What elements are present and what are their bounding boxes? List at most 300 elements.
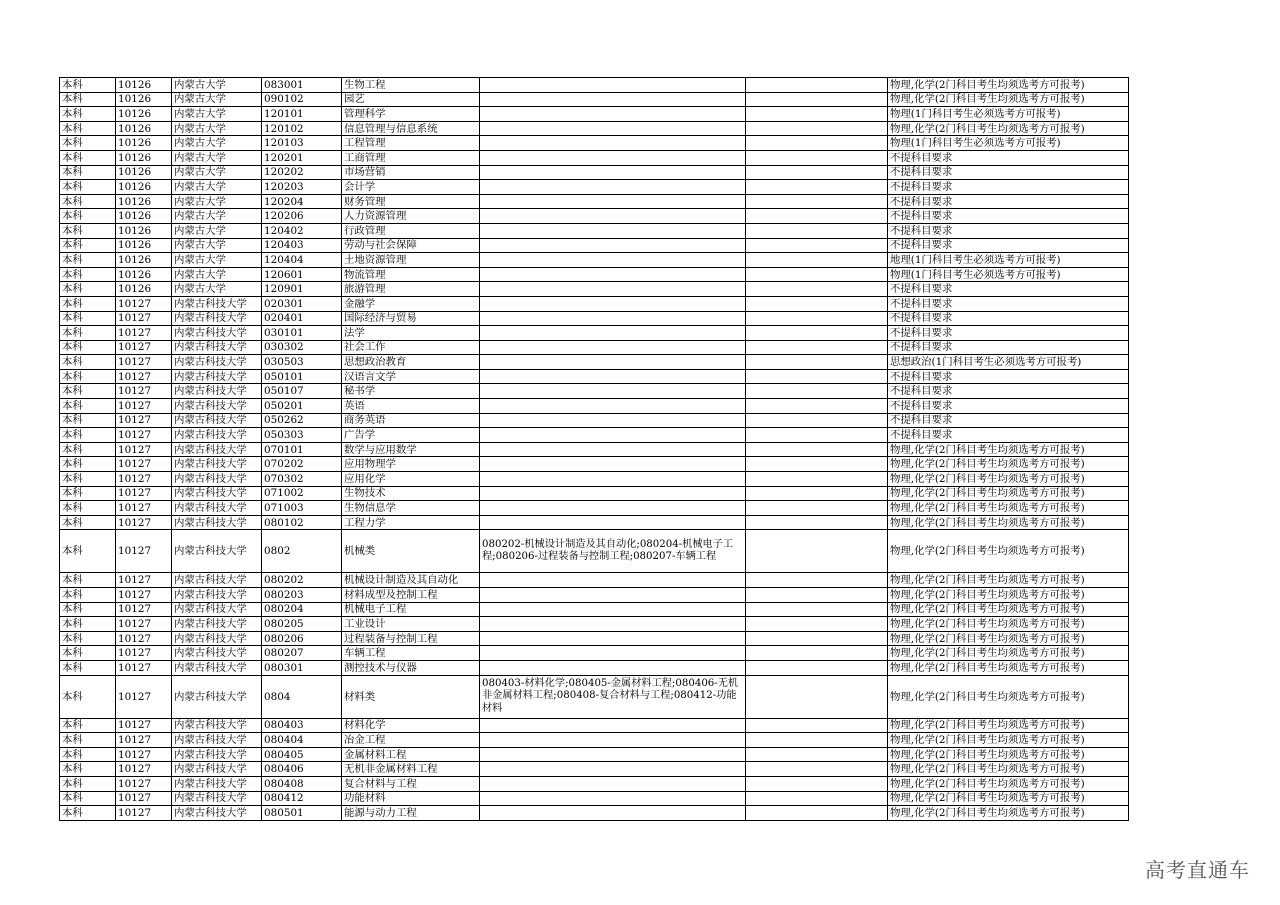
cell-school-name: 内蒙古科技大学 [172,660,262,675]
cell-included-majors [480,399,746,414]
cell-major-name: 生物技术 [342,486,480,501]
table-row [60,355,1129,370]
table-row [60,675,1129,718]
cell-subject-requirement: 不提科目要求 [888,150,1129,165]
table-row [60,165,1129,180]
cell-major-code: 120101 [262,107,342,122]
subject-requirements-table [59,77,1129,821]
cell-included-majors [480,136,746,151]
cell-school-code: 10127 [116,733,172,748]
cell-included-majors [480,165,746,180]
cell-subject-requirement: 不提科目要求 [888,296,1129,311]
cell-major-name: 工程力学 [342,515,480,530]
cell-level: 本科 [60,180,116,195]
cell-level: 本科 [60,428,116,443]
cell-subject-requirement: 物理,化学(2门科目考生均须选考方可报考) [888,530,1129,573]
cell-level: 本科 [60,78,116,93]
table-row [60,457,1129,472]
cell-major-code: 080301 [262,660,342,675]
cell-major-name: 信息管理与信息系统 [342,121,480,136]
cell-included-majors [480,282,746,297]
cell-level: 本科 [60,646,116,661]
cell-included-majors [480,472,746,487]
cell-level: 本科 [60,501,116,516]
cell-school-name: 内蒙古科技大学 [172,340,262,355]
cell-subject-requirement: 不提科目要求 [888,194,1129,209]
table-row [60,646,1129,661]
cell-subject-requirement: 不提科目要求 [888,223,1129,238]
cell-school-code: 10126 [116,92,172,107]
cell-level: 本科 [60,442,116,457]
cell-subject-requirement: 物理,化学(2门科目考生均须选考方可报考) [888,602,1129,617]
cell-major-name: 金融学 [342,296,480,311]
cell-school-name: 内蒙古大学 [172,238,262,253]
table-row [60,384,1129,399]
cell-included-majors [480,442,746,457]
cell-school-code: 10127 [116,646,172,661]
cell-school-code: 10127 [116,776,172,791]
cell-level: 本科 [60,617,116,632]
cell-included-majors [480,92,746,107]
cell-empty [746,428,888,443]
cell-included-majors [480,602,746,617]
cell-subject-requirement: 物理,化学(2门科目考生均须选考方可报考) [888,78,1129,93]
cell-major-code: 020301 [262,296,342,311]
cell-included-majors [480,107,746,122]
cell-major-name: 材料类 [342,675,480,718]
cell-major-code: 120402 [262,223,342,238]
cell-subject-requirement: 物理(1门科目考生必须选考方可报考) [888,267,1129,282]
cell-school-code: 10126 [116,78,172,93]
cell-included-majors [480,413,746,428]
table-row [60,747,1129,762]
cell-empty [746,150,888,165]
cell-subject-requirement: 不提科目要求 [888,180,1129,195]
table-row [60,194,1129,209]
table-row [60,92,1129,107]
cell-subject-requirement: 物理,化学(2门科目考生均须选考方可报考) [888,675,1129,718]
cell-school-name: 内蒙古科技大学 [172,530,262,573]
cell-major-name: 过程装备与控制工程 [342,631,480,646]
table-row [60,530,1129,573]
watermark-brand: 高考直通车 [1145,858,1250,882]
cell-empty [746,602,888,617]
cell-school-code: 10127 [116,806,172,821]
cell-included-majors [480,806,746,821]
cell-empty [746,136,888,151]
cell-subject-requirement: 不提科目要求 [888,428,1129,443]
cell-level: 本科 [60,369,116,384]
cell-level: 本科 [60,747,116,762]
table-row [60,515,1129,530]
cell-empty [746,180,888,195]
cell-major-code: 080412 [262,791,342,806]
cell-school-code: 10126 [116,180,172,195]
cell-level: 本科 [60,457,116,472]
cell-level: 本科 [60,340,116,355]
cell-empty [746,718,888,733]
cell-level: 本科 [60,573,116,588]
cell-major-name: 国际经济与贸易 [342,311,480,326]
cell-school-code: 10127 [116,384,172,399]
cell-major-name: 机械设计制造及其自动化 [342,573,480,588]
cell-school-name: 内蒙古科技大学 [172,747,262,762]
table-row [60,253,1129,268]
table-row [60,282,1129,297]
cell-major-name: 会计学 [342,180,480,195]
cell-school-name: 内蒙古科技大学 [172,733,262,748]
cell-school-code: 10127 [116,413,172,428]
table-row [60,78,1129,93]
cell-school-name: 内蒙古大学 [172,78,262,93]
cell-school-name: 内蒙古科技大学 [172,776,262,791]
cell-school-code: 10127 [116,747,172,762]
cell-empty [746,501,888,516]
cell-school-name: 内蒙古科技大学 [172,501,262,516]
cell-school-code: 10126 [116,150,172,165]
cell-major-name: 功能材料 [342,791,480,806]
cell-subject-requirement: 物理,化学(2门科目考生均须选考方可报考) [888,762,1129,777]
cell-empty [746,617,888,632]
cell-included-majors [480,776,746,791]
cell-major-code: 020401 [262,311,342,326]
cell-school-name: 内蒙古科技大学 [172,588,262,603]
cell-empty [746,238,888,253]
cell-school-code: 10127 [116,340,172,355]
cell-level: 本科 [60,791,116,806]
cell-subject-requirement: 物理,化学(2门科目考生均须选考方可报考) [888,733,1129,748]
cell-school-name: 内蒙古大学 [172,150,262,165]
cell-subject-requirement: 不提科目要求 [888,311,1129,326]
cell-school-name: 内蒙古大学 [172,267,262,282]
cell-major-code: 050303 [262,428,342,443]
cell-school-code: 10127 [116,472,172,487]
cell-subject-requirement: 物理,化学(2门科目考生均须选考方可报考) [888,617,1129,632]
cell-subject-requirement: 物理,化学(2门科目考生均须选考方可报考) [888,791,1129,806]
cell-major-code: 050262 [262,413,342,428]
cell-school-name: 内蒙古科技大学 [172,718,262,733]
cell-school-name: 内蒙古大学 [172,180,262,195]
cell-subject-requirement: 物理,化学(2门科目考生均须选考方可报考) [888,486,1129,501]
cell-subject-requirement: 物理,化学(2门科目考生均须选考方可报考) [888,442,1129,457]
cell-empty [746,223,888,238]
cell-major-code: 080406 [262,762,342,777]
cell-subject-requirement: 物理,化学(2门科目考生均须选考方可报考) [888,631,1129,646]
cell-major-name: 机械类 [342,530,480,573]
cell-subject-requirement: 不提科目要求 [888,209,1129,224]
cell-major-name: 材料化学 [342,718,480,733]
cell-school-code: 10127 [116,355,172,370]
cell-included-majors [480,223,746,238]
cell-school-code: 10126 [116,238,172,253]
cell-school-name: 内蒙古科技大学 [172,384,262,399]
cell-major-code: 120202 [262,165,342,180]
cell-school-name: 内蒙古科技大学 [172,602,262,617]
cell-subject-requirement: 物理,化学(2门科目考生均须选考方可报考) [888,457,1129,472]
cell-school-code: 10126 [116,282,172,297]
cell-major-code: 050107 [262,384,342,399]
cell-major-code: 120206 [262,209,342,224]
cell-included-majors [480,573,746,588]
cell-major-name: 秘书学 [342,384,480,399]
cell-school-name: 内蒙古大学 [172,223,262,238]
cell-empty [746,165,888,180]
cell-included-majors [480,267,746,282]
cell-level: 本科 [60,282,116,297]
cell-school-code: 10127 [116,442,172,457]
cell-major-name: 数学与应用数学 [342,442,480,457]
cell-major-code: 030101 [262,326,342,341]
cell-major-code: 120404 [262,253,342,268]
cell-level: 本科 [60,150,116,165]
cell-level: 本科 [60,530,116,573]
cell-level: 本科 [60,223,116,238]
cell-major-code: 070302 [262,472,342,487]
cell-school-name: 内蒙古科技大学 [172,573,262,588]
table-row [60,296,1129,311]
table-row [60,442,1129,457]
cell-major-name: 车辆工程 [342,646,480,661]
cell-level: 本科 [60,762,116,777]
cell-empty [746,457,888,472]
cell-major-name: 商务英语 [342,413,480,428]
cell-school-name: 内蒙古大学 [172,253,262,268]
table-body [60,78,1129,821]
cell-subject-requirement: 不提科目要求 [888,238,1129,253]
cell-subject-requirement: 地理(1门科目考生必须选考方可报考) [888,253,1129,268]
cell-school-name: 内蒙古科技大学 [172,311,262,326]
cell-major-name: 行政管理 [342,223,480,238]
cell-major-name: 冶金工程 [342,733,480,748]
cell-level: 本科 [60,253,116,268]
cell-major-code: 080207 [262,646,342,661]
cell-major-name: 市场营销 [342,165,480,180]
cell-major-code: 120201 [262,150,342,165]
cell-level: 本科 [60,194,116,209]
cell-empty [746,646,888,661]
cell-major-code: 070202 [262,457,342,472]
cell-major-code: 120403 [262,238,342,253]
cell-school-code: 10127 [116,602,172,617]
cell-level: 本科 [60,384,116,399]
cell-major-code: 080204 [262,602,342,617]
table-row [60,660,1129,675]
cell-subject-requirement: 不提科目要求 [888,369,1129,384]
cell-level: 本科 [60,602,116,617]
table-row [60,501,1129,516]
cell-level: 本科 [60,733,116,748]
cell-empty [746,530,888,573]
table-row [60,806,1129,821]
cell-included-majors [480,762,746,777]
cell-empty [746,92,888,107]
cell-included-majors [480,646,746,661]
cell-included-majors [480,194,746,209]
cell-major-code: 080404 [262,733,342,748]
cell-level: 本科 [60,776,116,791]
cell-school-code: 10127 [116,718,172,733]
cell-major-code: 080405 [262,747,342,762]
table-row [60,573,1129,588]
cell-empty [746,762,888,777]
cell-included-majors [480,733,746,748]
cell-school-name: 内蒙古大学 [172,92,262,107]
table-row [60,399,1129,414]
cell-school-name: 内蒙古科技大学 [172,515,262,530]
cell-major-name: 机械电子工程 [342,602,480,617]
cell-level: 本科 [60,660,116,675]
cell-level: 本科 [60,355,116,370]
cell-included-majors [480,78,746,93]
cell-level: 本科 [60,588,116,603]
cell-level: 本科 [60,486,116,501]
cell-subject-requirement: 物理,化学(2门科目考生均须选考方可报考) [888,660,1129,675]
cell-major-name: 应用化学 [342,472,480,487]
cell-subject-requirement: 不提科目要求 [888,413,1129,428]
cell-major-name: 管理科学 [342,107,480,122]
cell-school-name: 内蒙古大学 [172,121,262,136]
cell-level: 本科 [60,136,116,151]
table-row [60,428,1129,443]
cell-included-majors [480,384,746,399]
cell-included-majors [480,428,746,443]
cell-included-majors [480,747,746,762]
cell-major-name: 复合材料与工程 [342,776,480,791]
cell-empty [746,791,888,806]
cell-subject-requirement: 物理,化学(2门科目考生均须选考方可报考) [888,806,1129,821]
cell-level: 本科 [60,92,116,107]
cell-level: 本科 [60,107,116,122]
cell-subject-requirement: 物理,化学(2门科目考生均须选考方可报考) [888,515,1129,530]
cell-subject-requirement: 物理,化学(2门科目考生均须选考方可报考) [888,776,1129,791]
cell-major-name: 材料成型及控制工程 [342,588,480,603]
cell-major-name: 工业设计 [342,617,480,632]
cell-school-code: 10127 [116,296,172,311]
cell-major-code: 080203 [262,588,342,603]
cell-included-majors [480,311,746,326]
cell-level: 本科 [60,413,116,428]
cell-school-code: 10127 [116,501,172,516]
cell-school-code: 10126 [116,194,172,209]
cell-empty [746,442,888,457]
cell-included-majors [480,340,746,355]
cell-empty [746,282,888,297]
cell-major-name: 法学 [342,326,480,341]
cell-school-code: 10127 [116,675,172,718]
cell-major-name: 金属材料工程 [342,747,480,762]
cell-major-code: 030302 [262,340,342,355]
table-row [60,340,1129,355]
cell-major-code: 050101 [262,369,342,384]
cell-school-name: 内蒙古科技大学 [172,442,262,457]
cell-major-code: 071002 [262,486,342,501]
cell-empty [746,296,888,311]
table-row [60,238,1129,253]
cell-empty [746,78,888,93]
table-row [60,602,1129,617]
cell-school-code: 10127 [116,631,172,646]
cell-major-name: 财务管理 [342,194,480,209]
cell-empty [746,486,888,501]
table-row [60,267,1129,282]
cell-school-code: 10127 [116,399,172,414]
table-row [60,209,1129,224]
cell-school-name: 内蒙古大学 [172,209,262,224]
cell-included-majors [480,369,746,384]
cell-major-code: 070101 [262,442,342,457]
cell-major-name: 无机非金属材料工程 [342,762,480,777]
cell-major-code: 030503 [262,355,342,370]
cell-empty [746,806,888,821]
cell-major-code: 0804 [262,675,342,718]
cell-empty [746,340,888,355]
table-row [60,180,1129,195]
cell-school-code: 10126 [116,121,172,136]
cell-empty [746,733,888,748]
cell-school-name: 内蒙古大学 [172,107,262,122]
cell-school-name: 内蒙古大学 [172,165,262,180]
cell-school-name: 内蒙古科技大学 [172,428,262,443]
cell-empty [746,588,888,603]
cell-major-name: 英语 [342,399,480,414]
cell-school-code: 10127 [116,791,172,806]
cell-school-code: 10126 [116,107,172,122]
cell-subject-requirement: 思想政治(1门科目考生必须选考方可报考) [888,355,1129,370]
table-row [60,326,1129,341]
cell-school-name: 内蒙古科技大学 [172,413,262,428]
cell-empty [746,515,888,530]
cell-subject-requirement: 物理,化学(2门科目考生均须选考方可报考) [888,121,1129,136]
cell-level: 本科 [60,311,116,326]
cell-included-majors [480,617,746,632]
table-row [60,413,1129,428]
cell-included-majors [480,209,746,224]
cell-empty [746,747,888,762]
cell-major-name: 人力资源管理 [342,209,480,224]
cell-empty [746,369,888,384]
cell-major-name: 土地资源管理 [342,253,480,268]
cell-school-name: 内蒙古科技大学 [172,355,262,370]
cell-included-majors [480,326,746,341]
cell-school-name: 内蒙古科技大学 [172,806,262,821]
cell-subject-requirement: 不提科目要求 [888,165,1129,180]
cell-school-code: 10127 [116,617,172,632]
cell-included-majors [480,180,746,195]
cell-included-majors [480,253,746,268]
cell-school-code: 10127 [116,588,172,603]
cell-major-name: 工程管理 [342,136,480,151]
cell-included-majors [480,150,746,165]
cell-school-code: 10126 [116,165,172,180]
cell-included-majors [480,631,746,646]
cell-empty [746,413,888,428]
table-row [60,121,1129,136]
cell-level: 本科 [60,209,116,224]
cell-level: 本科 [60,515,116,530]
cell-included-majors [480,718,746,733]
cell-empty [746,573,888,588]
cell-school-name: 内蒙古大学 [172,194,262,209]
cell-included-majors [480,238,746,253]
cell-level: 本科 [60,718,116,733]
cell-school-name: 内蒙古科技大学 [172,791,262,806]
cell-major-name: 工商管理 [342,150,480,165]
cell-subject-requirement: 不提科目要求 [888,282,1129,297]
table-row [60,776,1129,791]
cell-major-name: 广告学 [342,428,480,443]
cell-major-code: 080403 [262,718,342,733]
cell-major-code: 083001 [262,78,342,93]
